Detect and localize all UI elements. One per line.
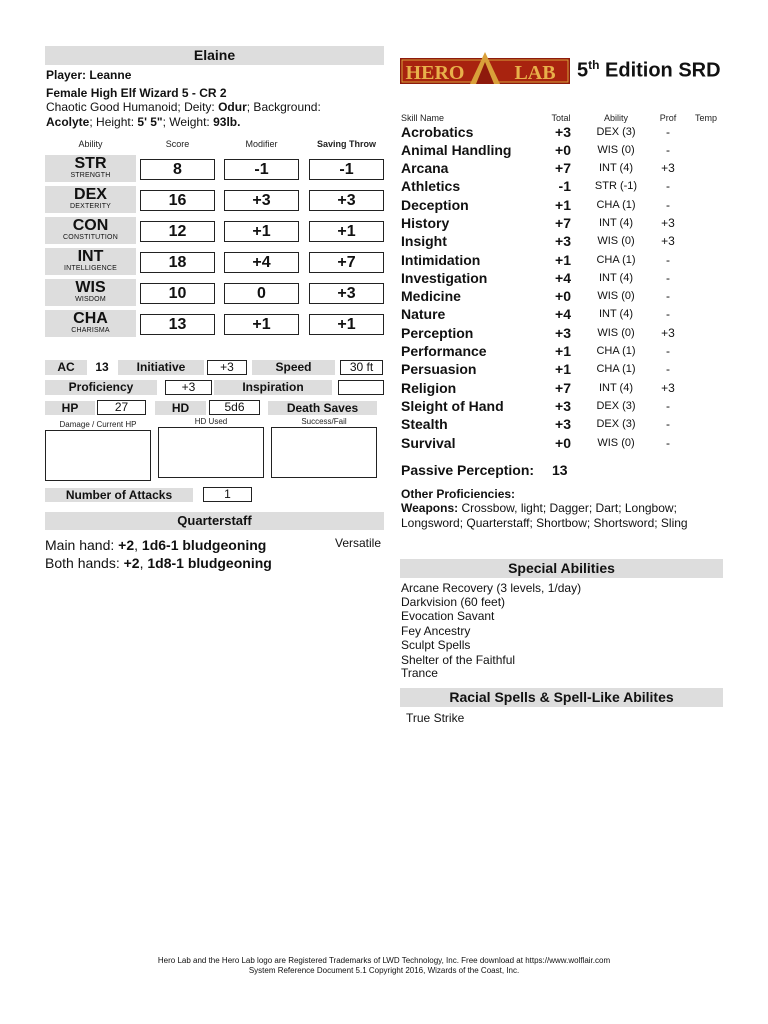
svg-text:LAB: LAB: [514, 62, 556, 84]
special-ability-item: Evocation Savant: [401, 609, 495, 623]
damage-current-hp-box[interactable]: [45, 430, 151, 481]
edition-title: 5th Edition SRD: [577, 58, 721, 82]
passive-perception-label: Passive Perception:: [401, 462, 535, 478]
height: 5' 5": [137, 115, 163, 129]
character-name-bar: [45, 46, 384, 65]
attacks-label: Number of Attacks: [45, 488, 193, 502]
skill-header-ability: Ability: [603, 113, 628, 123]
background-line: Acolyte; Height: 5' 5"; Weight: 93lb.: [46, 115, 241, 129]
ability-save: +1: [309, 221, 384, 242]
ability-label: INT INTELLIGENCE: [45, 248, 136, 275]
special-ability-item: Shelter of the Faithful: [401, 653, 516, 667]
racial-spells-bar: [400, 688, 723, 707]
ac-value: 13: [95, 360, 109, 374]
skill-row-religion: Religion +7 INT (4) +3: [401, 380, 675, 396]
character-name: Elaine: [193, 47, 236, 63]
ability-save: -1: [309, 159, 384, 180]
footer-trademark: Hero Lab and the Hero Lab logo are Registered Trademarks of LWD Technology, Inc. Free download at https://www.wolflair.com: [157, 956, 611, 965]
other-proficiencies-title: Other Proficiencies:: [401, 487, 516, 501]
weapon-both-hands: Both hands: +2, 1d8-1 bludgeoning: [45, 555, 272, 571]
ability-label: STR STRENGTH: [45, 155, 136, 182]
skill-header-temp: Temp: [694, 113, 717, 123]
special-ability-item: Darkvision (60 feet): [401, 595, 506, 609]
special-abilities-title: Special Abilities: [508, 560, 615, 576]
skill-row-medicine: Medicine +0 WIS (0) -: [401, 288, 670, 304]
hp-value: 27: [97, 400, 146, 415]
weapon-main-hand: Main hand: +2, 1d6-1 bludgeoning: [45, 537, 267, 553]
ability-modifier: 0: [224, 283, 299, 304]
hd-used-box[interactable]: [158, 427, 264, 478]
header-score: Score: [165, 139, 190, 149]
ability-modifier: -1: [224, 159, 299, 180]
passive-perception-value: 13: [552, 462, 568, 478]
svg-text:HERO: HERO: [405, 62, 465, 84]
inspiration-value[interactable]: [338, 380, 384, 395]
ability-save: +7: [309, 252, 384, 273]
skill-row-persuasion: Persuasion +1 CHA (1) -: [401, 361, 670, 377]
proficiency-label: Proficiency: [45, 380, 157, 395]
weapon-name-bar: [45, 512, 384, 530]
proficiency-value: +3: [165, 380, 212, 395]
special-abilities-bar: [400, 559, 723, 578]
player-line: Player: Leanne: [46, 68, 132, 82]
skill-row-survival: Survival +0 WIS (0) -: [401, 435, 670, 451]
weight: 93lb.: [213, 115, 241, 129]
weapon-name: Quarterstaff: [177, 513, 252, 528]
ability-modifier: +4: [224, 252, 299, 273]
hero-lab-logo: [400, 50, 570, 90]
background: Acolyte: [46, 115, 90, 129]
ability-score: 18: [140, 252, 215, 273]
ability-score: 10: [140, 283, 215, 304]
hp-label: HP: [45, 401, 95, 415]
ac-label: AC: [45, 360, 87, 375]
skill-row-stealth: Stealth +3 DEX (3) -: [401, 416, 670, 432]
skill-row-nature: Nature +4 INT (4) -: [401, 306, 670, 322]
special-ability-item: Sculpt Spells: [401, 638, 471, 652]
skill-row-deception: Deception +1 CHA (1) -: [401, 197, 670, 213]
skill-row-athletics: Athletics -1 STR (-1) -: [401, 178, 670, 194]
ability-label: CHA CHARISMA: [45, 310, 136, 337]
ability-save: +1: [309, 314, 384, 335]
ability-modifier: +3: [224, 190, 299, 211]
ability-save: +3: [309, 283, 384, 304]
ability-label: WIS WISDOM: [45, 279, 136, 306]
attacks-value: 1: [203, 487, 252, 502]
weapon-property: Versatile: [335, 536, 382, 550]
weapons-proficiencies-line1: Weapons: Crossbow, light; Dagger; Dart; Longbow;: [401, 501, 677, 515]
ability-score: 16: [140, 190, 215, 211]
footer-copyright: System Reference Document 5.1 Copyright 2016, Wizards of the Coast, Inc.: [248, 966, 520, 975]
header-saving-throw: Saving Throw: [316, 139, 376, 149]
ability-label: DEX DEXTERITY: [45, 186, 136, 213]
skill-row-animal-handling: Animal Handling +0 WIS (0) -: [401, 142, 670, 158]
hd-used-label: HD Used: [194, 417, 228, 426]
ability-modifier: +1: [224, 314, 299, 335]
death-saves-box[interactable]: [271, 427, 377, 478]
racial-spell-item: True Strike: [406, 711, 465, 725]
skill-row-performance: Performance +1 CHA (1) -: [401, 343, 670, 359]
hd-label: HD: [155, 401, 206, 415]
ability-modifier: +1: [224, 221, 299, 242]
deity: Odur: [218, 100, 247, 114]
hd-value: 5d6: [209, 400, 260, 415]
skill-row-arcana: Arcana +7 INT (4) +3: [401, 160, 675, 176]
skill-row-history: History +7 INT (4) +3: [401, 215, 675, 231]
speed-label: Speed: [252, 360, 335, 375]
header-modifier: Modifier: [245, 139, 278, 149]
skill-row-perception: Perception +3 WIS (0) +3: [401, 325, 675, 341]
speed-value: 30 ft: [340, 360, 383, 375]
inspiration-label: Inspiration: [214, 380, 332, 395]
skill-row-insight: Insight +3 WIS (0) +3: [401, 233, 675, 249]
initiative-label: Initiative: [118, 360, 204, 375]
header-ability: Ability: [78, 139, 103, 149]
special-ability-item: Trance: [401, 666, 438, 680]
ability-score: 12: [140, 221, 215, 242]
skill-row-investigation: Investigation +4 INT (4) -: [401, 270, 670, 286]
racial-spells-title: Racial Spells & Spell-Like Abilites: [449, 689, 674, 705]
class-line: Female High Elf Wizard 5 - CR 2: [46, 86, 227, 100]
skill-row-acrobatics: Acrobatics +3 DEX (3) -: [401, 124, 670, 140]
special-ability-item: Arcane Recovery (3 levels, 1/day): [401, 581, 582, 595]
success-fail-label: Success/Fail: [301, 417, 347, 426]
skill-header-prof: Prof: [659, 113, 677, 123]
initiative-value: +3: [207, 360, 247, 375]
skill-header-name: Skill Name: [401, 113, 445, 123]
ability-score: 8: [140, 159, 215, 180]
skill-row-intimidation: Intimidation +1 CHA (1) -: [401, 252, 670, 268]
alignment-line: Chaotic Good Humanoid; Deity: Odur; Background:: [46, 100, 321, 114]
death-saves-label: Death Saves: [268, 401, 377, 415]
ability-label: CON CONSTITUTION: [45, 217, 136, 244]
weapons-proficiencies-line2: Longsword; Quarterstaff; Shortbow; Shortsword; Sling: [401, 516, 688, 530]
hero-lab-logo-graphic: [400, 50, 570, 90]
skill-header-total: Total: [551, 113, 571, 123]
ability-score: 13: [140, 314, 215, 335]
ability-save: +3: [309, 190, 384, 211]
damage-current-hp-label: Damage / Current HP: [59, 420, 137, 429]
special-ability-item: Fey Ancestry: [401, 624, 471, 638]
skill-row-sleight-of-hand: Sleight of Hand +3 DEX (3) -: [401, 398, 670, 414]
